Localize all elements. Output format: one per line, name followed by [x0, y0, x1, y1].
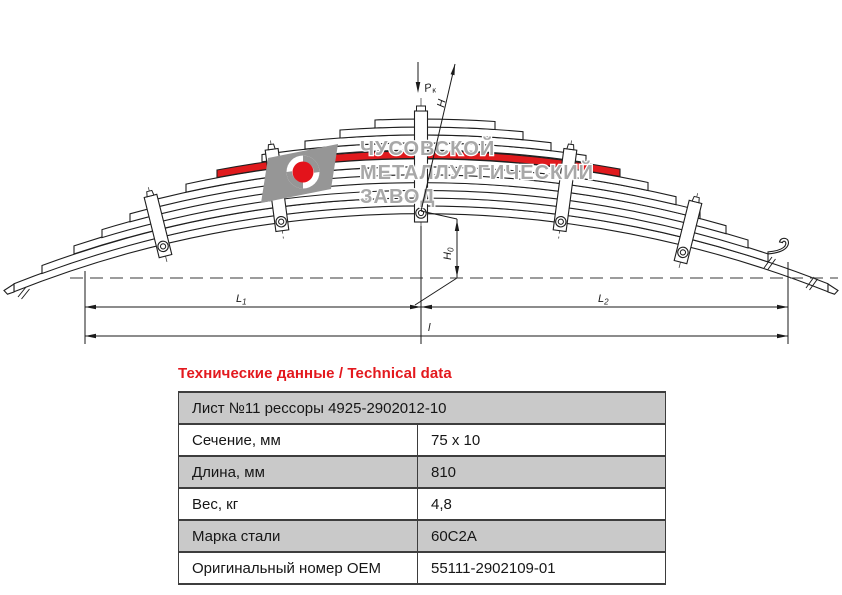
label-total-length: l	[428, 322, 431, 334]
watermark-line1: ЧУСОВСКОЙ	[360, 138, 496, 160]
table-row	[179, 392, 666, 424]
table-row	[179, 552, 666, 584]
param-label: Марка стали	[179, 520, 418, 552]
label-L1: $L_1$	[236, 293, 247, 307]
leaf-tip-right	[828, 284, 838, 294]
leaf-tip-left	[4, 284, 14, 294]
technical-data-table	[178, 391, 666, 585]
param-value: 810	[418, 456, 666, 488]
label-load-Pk: $P_к$	[423, 81, 437, 95]
param-label: Вес, кг	[179, 488, 418, 520]
table-header-cell: Лист №11 рессоры 4925-2902012-10	[179, 392, 666, 424]
label-L2: $L_2$	[598, 293, 609, 307]
label-camber-H: H	[435, 98, 449, 109]
param-label: Длина, мм	[179, 456, 418, 488]
param-value: 75 x 10	[418, 424, 666, 456]
param-value: 4,8	[418, 488, 666, 520]
technical-data-title: Технические данные / Technical data	[178, 365, 452, 382]
table-row	[179, 520, 666, 552]
table-row	[179, 456, 666, 488]
technical-data-block	[178, 365, 666, 585]
table-row	[179, 424, 666, 456]
param-label: Сечение, мм	[179, 424, 418, 456]
param-value: 55111-2902109-01	[418, 552, 666, 584]
watermark-line2: МЕТАЛЛУРГИЧЕСКИЙ	[360, 162, 594, 184]
label-camber-H0: $H_0$	[442, 247, 456, 260]
param-value: 60С2А	[418, 520, 666, 552]
watermark-line3: ЗАВОД	[360, 186, 436, 208]
param-label: Оригинальный номер OEM	[179, 552, 418, 584]
leaf-hook	[768, 238, 788, 254]
table-row	[179, 488, 666, 520]
